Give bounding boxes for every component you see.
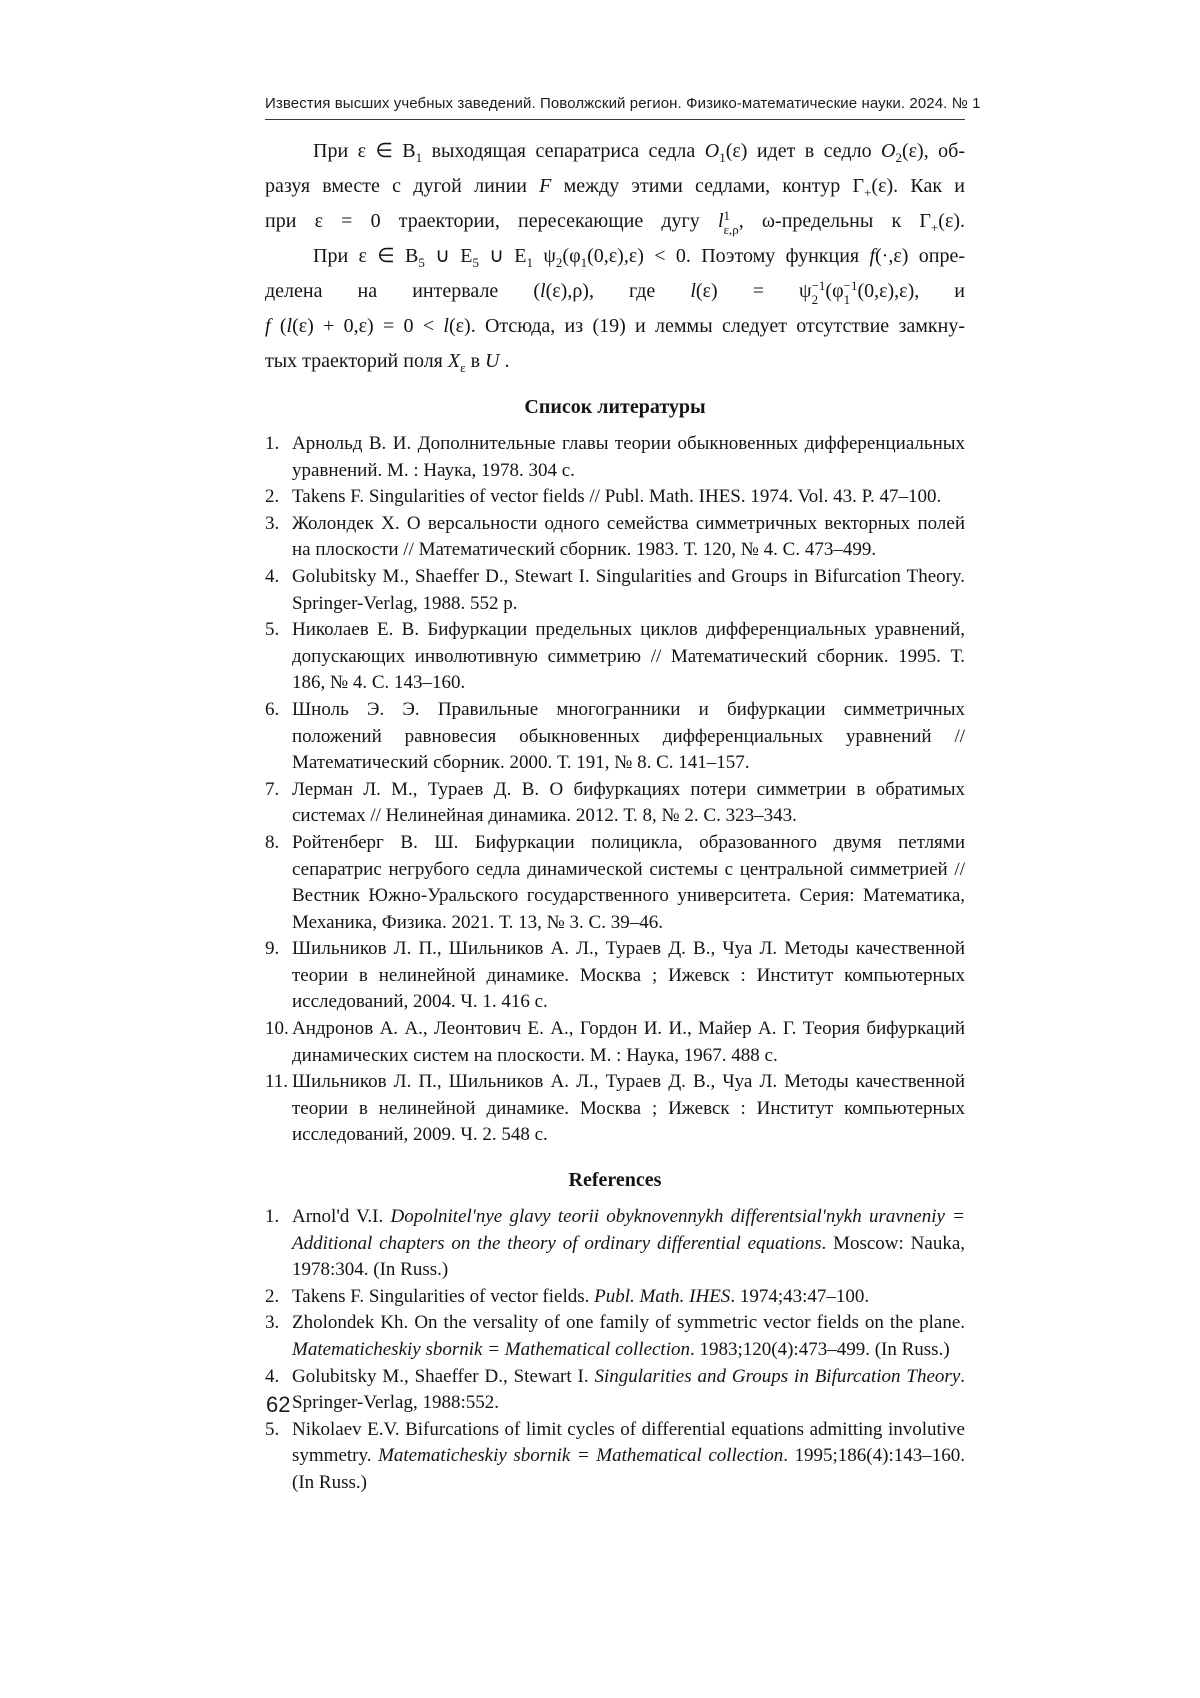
page-content: [265, 95, 981, 1497]
references-ru-heading: Список литературы: [524, 396, 706, 418]
reference-number: 7.: [265, 778, 280, 800]
reference-text: Андронов А. А., Леонтович Е. А., Гордон И. И., Майер А. Г. Теория бифуркаций динамических систем на плоскости. М. : Наука, 1967. 488 с.: [292, 1018, 965, 1066]
reference-item: [265, 1417, 965, 1497]
reference-number: 5.: [265, 619, 280, 641]
reference-item: [265, 617, 965, 697]
reference-number: 4.: [265, 565, 280, 587]
reference-text: Ройтенберг В. Ш. Бифуркации полицикла, образованного двумя петлями сепаратрис негрубого седла динамической системы с центральной симметрией // Вестник Южно-Уральского государственного университета. Серия: Математика, Механика, Физика. 2021. Т. 13, № 3. С. 39–46.: [292, 831, 965, 933]
reference-number: 8.: [265, 831, 280, 853]
reference-item: [265, 936, 965, 1016]
reference-text: Николаев Е. В. Бифуркации предельных циклов дифференциальных уравнений, допускающих инволютивную симметрию // Математический сборник. 1995. Т. 186, № 4. С. 143–160.: [292, 619, 965, 694]
reference-item: [265, 511, 965, 564]
reference-number: 5.: [265, 1418, 280, 1440]
reference-number: 3.: [265, 1312, 280, 1334]
paragraph-line: При ε ∈ $B_1$ выходящая сепаратриса седла $O_1(\varepsilon)$ идет в седло $O_2(\varepsilon)$, об-: [313, 140, 965, 165]
paragraph-line: при ε = 0 траектории, пересекающие дугу l 1 ε,ρ , ω-предельны к $\Gamma_+(\varepsilon)$.: [265, 207, 966, 237]
reference-number: 2.: [265, 1285, 280, 1307]
reference-number: 11.: [265, 1071, 289, 1093]
paragraph-line: тых траекторий поля $X_\varepsilon$ в U .: [265, 350, 510, 375]
reference-item: [265, 1016, 965, 1069]
reference-item: [265, 1364, 965, 1417]
page-number: 62: [266, 1392, 291, 1417]
reference-text: Golubitsky M., Shaeffer D., Stewart I. Singularities and Groups in Bifurcation Theory. Springer-Verlag, 1988:552.: [292, 1365, 966, 1414]
reference-text: Golubitsky M., Shaeffer D., Stewart I. Singularities and Groups in Bifurcation Theory. Springer-Verlag, 1988. 552 p.: [292, 565, 965, 614]
journal-header: Известия высших учебных заведений. Поволжский регион. Физико-математические науки. 2024. № 1: [265, 95, 965, 120]
reference-number: 6.: [265, 698, 280, 720]
reference-text: Takens F. Singularities of vector fields // Publ. Math. IHES. 1974. Vol. 43. P. 47–100.: [292, 486, 942, 508]
reference-number: 4.: [265, 1365, 280, 1387]
reference-text: Zholondek Kh. On the versality of one family of symmetric vector fields on the plane. Matematicheskiy sbornik = Mathematical collection. 1983;120(4):473–499. (In Russ.): [292, 1312, 965, 1360]
reference-number: 10.: [265, 1018, 289, 1040]
reference-text: Шноль Э. Э. Правильные многогранники и бифуркации симметричных положений равновесия обыкновенных дифференциальных уравнений // Математический сборник. 2000. Т. 191, № 8. С. 141–157.: [292, 698, 965, 774]
reference-item: [265, 484, 965, 511]
reference-text: Takens F. Singularities of vector fields. Publ. Math. IHES. 1974;43:47–100.: [292, 1285, 870, 1307]
reference-item: [265, 564, 965, 617]
reference-item: [265, 777, 965, 830]
body-paragraph-2: [265, 239, 965, 379]
reference-number: 9.: [265, 938, 280, 960]
reference-text: Арнольд В. И. Дополнительные главы теории обыкновенных дифференциальных уравнений. М. : Наука, 1978. 304 с.: [292, 433, 965, 481]
paragraph-line: При ε ∈ $B_5$ ∪ $E_5$ ∪ $E_1$ $\psi_2(\varphi_1(0,\varepsilon),\varepsilon) < 0$. Поэтому функция f(·,ε) опре-: [313, 245, 965, 270]
reference-number: 3.: [265, 512, 280, 534]
reference-number: 2.: [265, 486, 280, 508]
reference-text: Nikolaev E.V. Bifurcations of limit cycles of differential equations admitting involutive symmetry. Matematicheskiy sbornik = Mathematical collection. 1995;186(4):143–160. (In Russ.): [292, 1418, 965, 1493]
reference-item: [265, 1204, 965, 1284]
reference-number: 1.: [265, 433, 280, 454]
reference-text: Шильников Л. П., Шильников А. Л., Тураев Д. В., Чуа Л. Методы качественной теории в нелинейной динамике. Москва ; Ижевск : Институт компьютерных исследований, 2004. Ч. 1. 416 с.: [292, 938, 965, 1013]
reference-item: [265, 1310, 965, 1363]
reference-item: [265, 697, 965, 777]
references-en-list: [265, 1204, 965, 1497]
reference-text: Лерман Л. М., Тураев Д. В. О бифуркациях потери симметрии в обратимых системах // Нелинейная динамика. 2012. Т. 8, № 2. С. 323–343.: [292, 778, 965, 827]
reference-text: Шильников Л. П., Шильников А. Л., Тураев Д. В., Чуа Л. Методы качественной теории в нелинейной динамике. Москва ; Ижевск : Институт компьютерных исследований, 2009. Ч. 2. 548 с.: [292, 1071, 965, 1146]
reference-item: [265, 1069, 965, 1149]
reference-item: [265, 1284, 965, 1311]
reference-text: Arnol'd V.I. Dopolnitel'nye glavy teorii obyknovennykh differentsial'nykh uravneniy = Additional chapters on the theory of ordinary differential equations. Moscow: Nauka, 1978:304. (In Russ.): [292, 1206, 965, 1281]
reference-item: [265, 830, 965, 936]
references-ru-list: [265, 431, 965, 1149]
reference-number: 1.: [265, 1206, 280, 1228]
paragraph-line: делена на интервале (l(ε),ρ), где l(ε) = ψ −1 2 (φ −1 1 (0,ε),ε), и: [265, 277, 965, 307]
body-paragraph-1: [265, 134, 965, 239]
references-en-heading: References: [568, 1169, 662, 1192]
reference-item: [265, 431, 965, 484]
paragraph-line: разуя вместе с дугой линии F между этими седлами, контур $\Gamma_+(\varepsilon)$. Как и: [265, 175, 965, 200]
reference-text: Жолондек Х. О версальности одного семейства симметричных векторных полей на плоскости // Математический сборник. 1983. Т. 120, № 4. С. 473–499.: [292, 512, 965, 561]
paragraph-line: f (l(ε) + 0,ε) = 0 < l(ε). Отсюда, из (19) и леммы следует отсутствие замкну-: [265, 315, 965, 337]
